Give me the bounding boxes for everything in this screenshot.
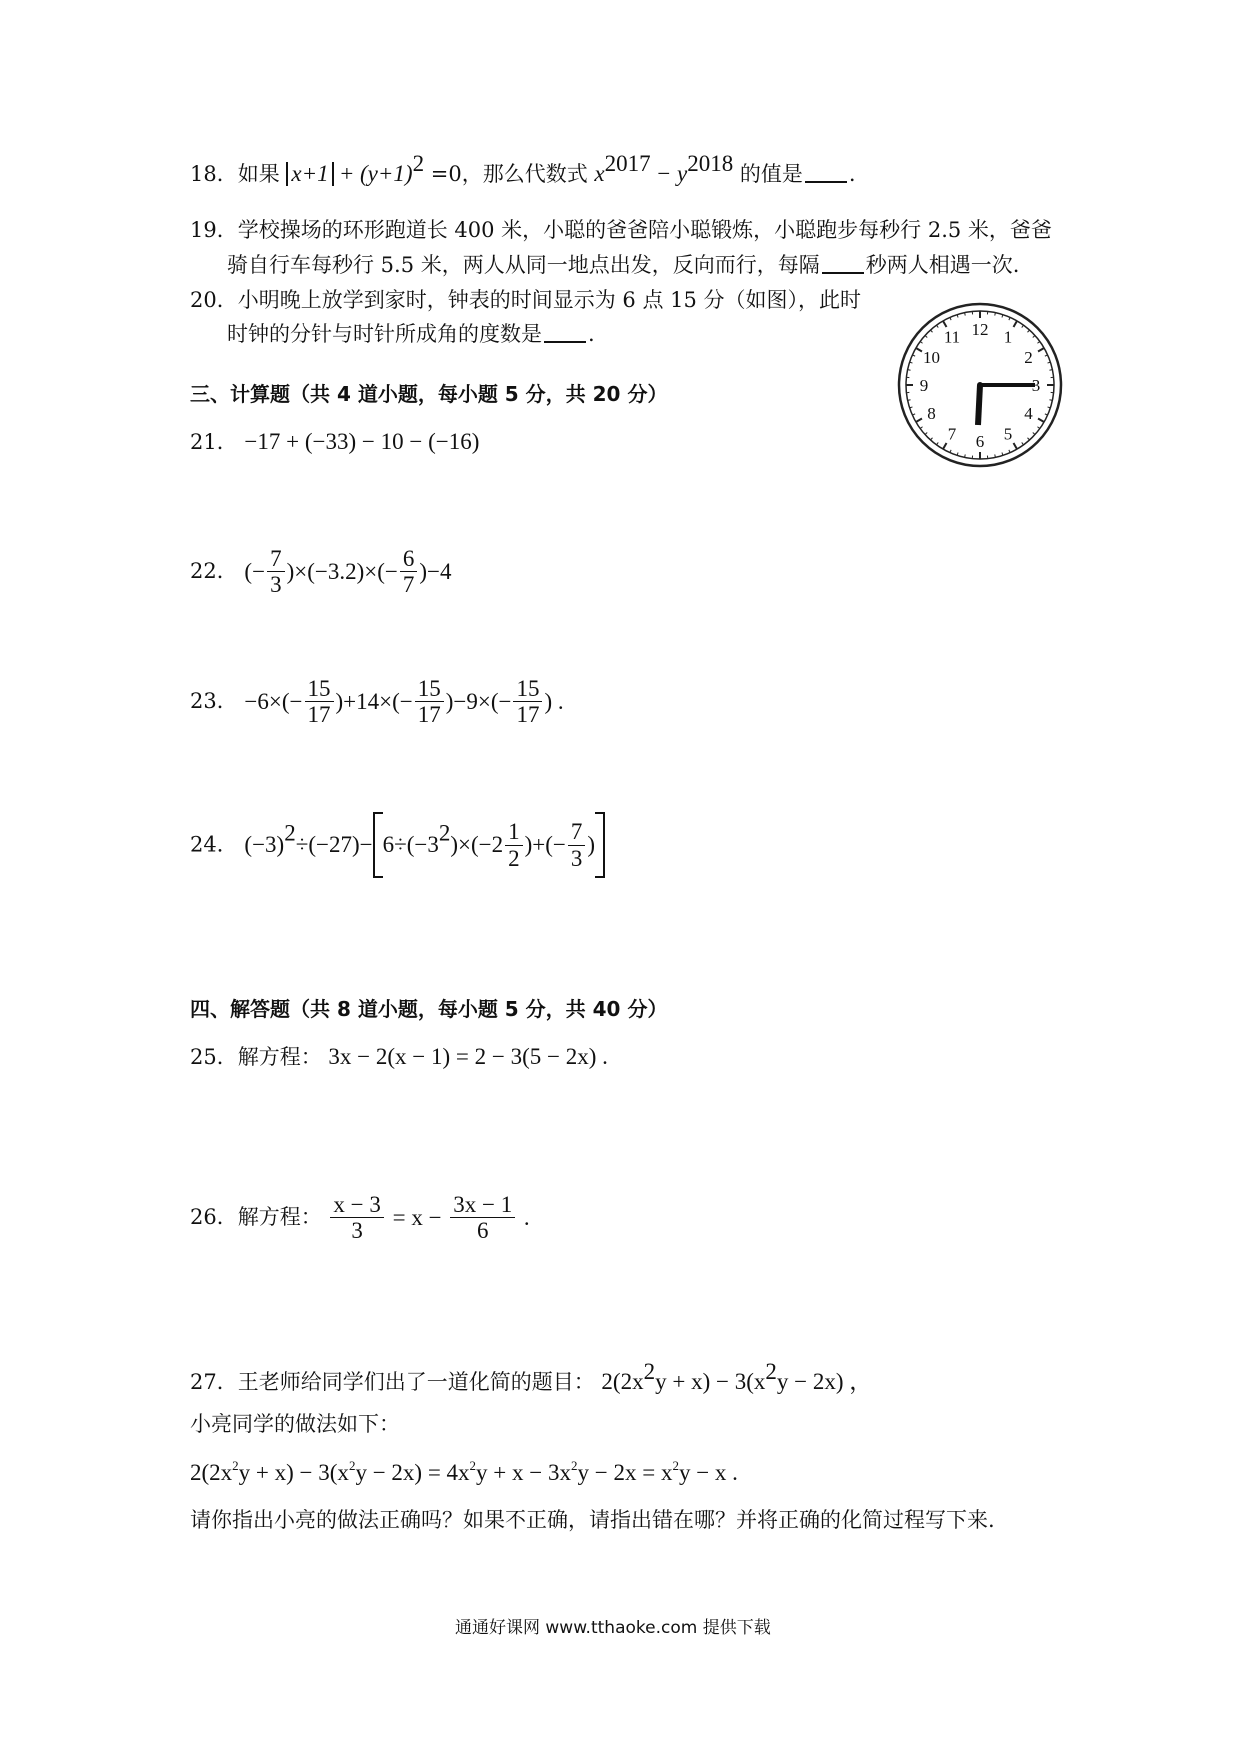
question-number: 19． [190,218,238,242]
question-number: 18． [190,162,238,186]
question-27-line-2: 小亮同学的做法如下： [190,1412,400,1436]
clock-tick [950,317,951,320]
fraction: $\frac{1}{2}$ [505,819,523,871]
clock-number: 5 [1003,424,1013,444]
clock-number: 1 [1003,327,1013,347]
clock-tick [950,450,951,453]
question-23: 23． −6×(− $\frac{15}{17}$ )+14×(− $\frac{15}{17}$ )−9×(− $\frac{15}{17}$ ) . [190,676,564,728]
clock-center [977,382,983,388]
question-number: 23． [190,689,238,714]
clock-tick [1033,335,1035,337]
section-3-title: 三、计算题（共 4 道小题，每小题 5 分，共 20 分） [190,382,668,406]
section-4-title: 四、解答题（共 8 道小题，每小题 5 分，共 40 分） [190,997,668,1021]
clock-tick [1049,400,1052,401]
equation: 3x − 2(x − 1) = 2 − 3(5 − 2x) . [328,1044,608,1069]
clock-tick [965,454,966,457]
question-number: 25． [190,1045,238,1069]
question-number: 22． [190,559,238,584]
fraction: $\frac{6}{7}$ [400,546,418,598]
question-27-line-1: 27．王老师给同学们出了一道化简的题目： $2(2x^2y + x) - 3(x^2y - 2x)$ ， [190,1359,873,1394]
clock-tick [912,414,915,415]
page-footer: 通通好课网 www.tthaoke.com 提供下载 [455,1618,771,1638]
question-21 [190,428,479,456]
clock-tick [937,325,939,327]
question-20-line-2: 时钟的分针与时针所成角的度数是 . [227,322,595,346]
question-20-line-1: 20．小明晚上放学到家时，钟表的时间显示为 6 点 15 分（如图），此时 [190,288,862,312]
clock-tick [965,313,966,316]
clock-number: 8 [927,404,936,423]
clock-tick [1022,442,1024,444]
question-26: 26．解方程： $\frac{x - 3}{3}$ = x − $\frac{3x - 1}{6}$ . [190,1192,530,1244]
question-number: 21． [190,430,238,454]
answer-blank[interactable] [544,323,586,343]
clock-tick [1028,438,1030,440]
clock-number: 10 [923,348,941,367]
clock-tick [1022,325,1024,327]
clock-tick [1038,419,1044,423]
fraction: $\frac{15}{17}$ [513,676,542,728]
clock-figure [895,300,1065,470]
right-bracket [595,812,605,878]
clock-tick [1009,450,1010,453]
clock-number: 3 [1031,376,1041,395]
answer-blank[interactable] [805,163,847,183]
question-24: 24． $(-3)^2\div(-27)- 6\div(-3^2)\times(-2$ $\frac{1}{2}$ )+(− $\frac{7}{3}$ ) [190,812,605,878]
clock-tick [937,442,939,444]
clock-number: 4 [1024,404,1033,423]
clock-tick [930,330,932,332]
clock-number: 9 [919,376,929,395]
clock-tick [908,370,911,371]
fraction: $\frac{15}{17}$ [415,676,444,728]
clock-tick [995,454,996,457]
question-19-line-1: 19．学校操场的环形跑道长 400 米，小聪的爸爸陪小聪锻炼，小聪跑步每秒行 2.5 米，爸爸 [190,218,1052,242]
clock-tick [1045,414,1048,415]
clock-tick [995,313,996,316]
question-27-line-4: 请你指出小亮的做法正确吗？如果不正确，请指出错在哪？并将正确的化简过程写下来. [190,1508,995,1532]
clock-tick [920,427,922,429]
clock-tick [943,443,947,449]
clock-number: 11 [943,327,961,347]
left-bracket [373,812,383,878]
clock-tick [1028,330,1030,332]
question-18: 18．如果 $x+1 + (y+1)^2 =0$，那么代数式 $x^{2017} - y^{2018}$ 的值是 . [190,151,856,186]
expression: −17 + (−33) − 10 − (−16) [244,429,480,454]
clock-tick [1038,348,1044,352]
clock-tick [1045,355,1048,356]
clock-tick [920,342,922,344]
fraction: $\frac{15}{17}$ [305,676,334,728]
question-number: 20． [190,288,238,312]
clock-tick [925,335,927,337]
question-27-solution: $2(2x^2y + x) - 3(x^2y - 2x) = 4x^2y + x - 3x^2y - 2x = x^2y - x$ . [190,1458,738,1485]
hour-hand [978,385,980,425]
fraction: $\frac{3x - 1}{6}$ [450,1192,515,1244]
clock-tick [1049,370,1052,371]
clock-tick [1009,317,1010,320]
clock-number: 7 [947,424,957,444]
clock-tick [1033,433,1035,435]
fraction: $\frac{7}{3}$ [267,546,285,598]
clock-tick [916,348,922,352]
question-25: 25．解方程： 3x − 2(x − 1) = 2 − 3(5 − 2x) . [190,1044,608,1069]
clock-tick [1037,342,1039,344]
question-number: 27． [190,1370,238,1394]
clock-tick [1014,443,1018,449]
clock-tick [1014,321,1018,327]
clock-number: 12 [971,320,989,339]
fraction: $\frac{7}{3}$ [568,819,586,871]
clock-tick [943,321,947,327]
question-19-line-2: 骑自行车每秒行 5.5 米，两人从同一地点出发，反向而行，每隔 秒两人相遇一次. [227,253,1020,277]
clock-tick [1037,427,1039,429]
question-number: 26． [190,1205,238,1230]
clock-number: 6 [975,432,985,451]
clock-tick [912,355,915,356]
fraction: $\frac{x - 3}{3}$ [330,1192,383,1244]
question-22: 22． (− $\frac{7}{3}$ )×(−3.2)×(− $\frac{6}{7}$ )−4 [190,546,452,598]
clock-tick [930,438,932,440]
clock-tick [925,433,927,435]
clock-tick [908,400,911,401]
clock-number: 2 [1024,348,1033,367]
absolute-value: x+1 [286,162,333,186]
question-number: 24． [190,832,238,857]
clock-tick [916,419,922,423]
answer-blank[interactable] [822,254,864,274]
